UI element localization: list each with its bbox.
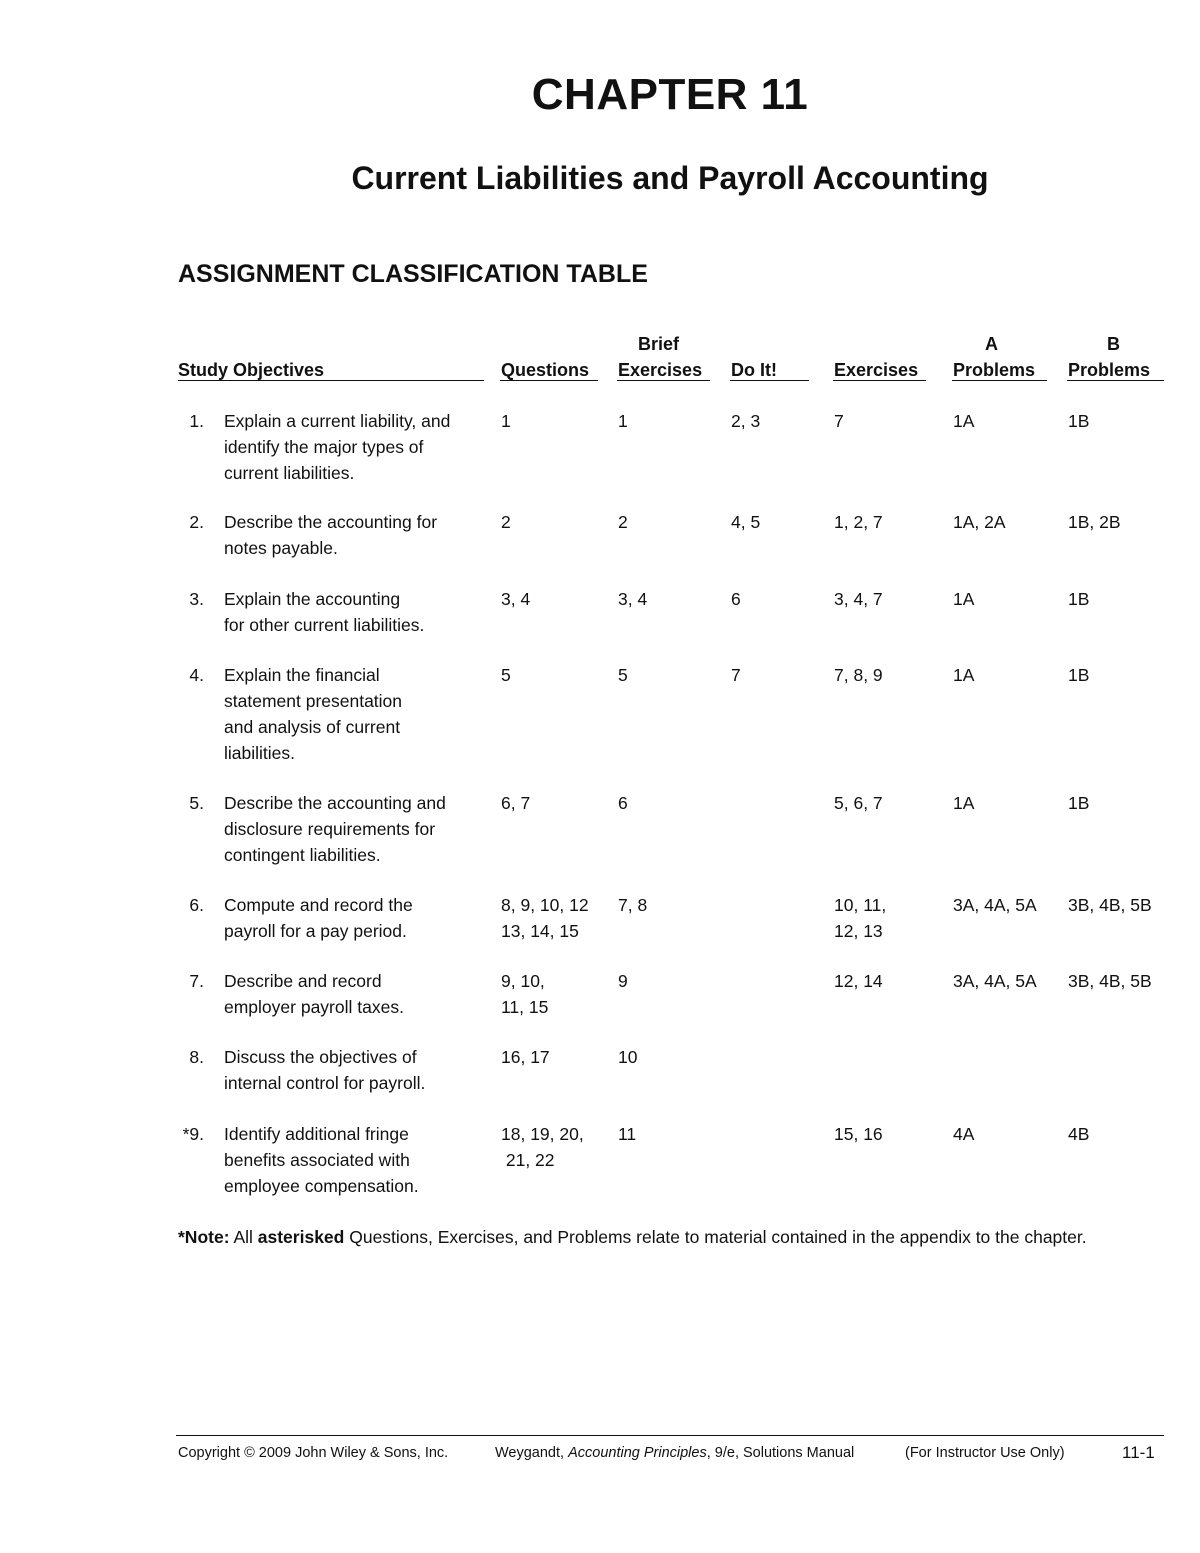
objective-number: *9. [182, 1124, 204, 1144]
cell-b-problems-line: 1B [1068, 411, 1090, 431]
cell-questions [501, 1044, 550, 1070]
underline-b-problems [1067, 380, 1164, 381]
cell-a-problems [953, 1121, 974, 1147]
cell-brief-exercises-line: 6 [618, 793, 628, 813]
cell-questions [501, 408, 511, 434]
cell-a-problems [953, 968, 1037, 994]
header-do-it: Do It! [731, 360, 777, 380]
objective-line: notes payable. [224, 538, 338, 558]
cell-do-it [731, 586, 741, 612]
objective-text [224, 509, 489, 561]
footer-copyright: Copyright © 2009 John Wiley & Sons, Inc. [178, 1445, 449, 1461]
objective-line: Describe the accounting and [224, 793, 446, 813]
footer-book-credit [495, 1445, 854, 1461]
underline-do-it [730, 380, 809, 381]
cell-a-problems-line: 3A, 4A, 5A [953, 895, 1037, 915]
objective-text [224, 790, 489, 868]
header-brief-exercises-bottom: Exercises [618, 360, 703, 380]
cell-b-problems [1068, 586, 1089, 612]
cell-exercises [834, 892, 886, 944]
cell-brief-exercises [618, 892, 647, 918]
cell-do-it [731, 408, 760, 434]
objective-line: Discuss the objectives of [224, 1047, 417, 1067]
header-exercises: Exercises [834, 360, 919, 380]
cell-questions [501, 790, 530, 816]
cell-b-problems-line: 1B [1068, 665, 1090, 685]
cell-a-problems [953, 662, 974, 688]
objective-line: disclosure requirements for [224, 819, 436, 839]
footer-edition: , 9/e, Solutions Manual [706, 1445, 855, 1461]
cell-questions [501, 1121, 584, 1173]
objective-line: employer payroll taxes. [224, 997, 404, 1017]
cell-a-problems-line: 3A, 4A, 5A [953, 971, 1037, 991]
cell-exercises [834, 586, 883, 612]
chapter-title: CHAPTER 11 [531, 70, 809, 119]
objective-text [224, 968, 489, 1020]
cell-exercises-line: 7 [834, 411, 844, 431]
objective-number: 4. [189, 665, 204, 685]
cell-a-problems [953, 892, 1037, 918]
cell-brief-exercises-line: 1 [618, 411, 628, 431]
cell-questions [501, 662, 511, 688]
cell-brief-exercises-line: 7, 8 [618, 895, 648, 915]
cell-questions-line: 8, 9, 10, 12 [501, 895, 589, 915]
cell-questions-line: 9, 10, [501, 971, 545, 991]
objective-line: Identify additional fringe [224, 1124, 409, 1144]
cell-a-problems [953, 790, 974, 816]
cell-do-it-line: 2, 3 [731, 411, 761, 431]
note-text-before: All [233, 1227, 253, 1247]
cell-questions-line: 13, 14, 15 [501, 921, 579, 941]
cell-questions-line: 3, 4 [501, 589, 531, 609]
cell-a-problems-line: 1A [953, 411, 975, 431]
underline-brief-exercises [617, 380, 710, 381]
objective-line: statement presentation [224, 691, 403, 711]
header-b-problems-top: B [1107, 334, 1120, 354]
note-text-after: Questions, Exercises, and Problems relate to material contained in the appendix to the chapter. [349, 1227, 1087, 1247]
objective-number: 3. [189, 589, 204, 609]
objective-text [224, 1121, 489, 1199]
objective-line: and analysis of current [224, 717, 401, 737]
cell-questions-line: 18, 19, 20, [501, 1124, 584, 1144]
cell-questions-line: 11, 15 [501, 997, 549, 1017]
cell-questions [501, 586, 530, 612]
cell-b-problems [1068, 790, 1089, 816]
objective-line: payroll for a pay period. [224, 921, 407, 941]
cell-do-it [731, 662, 741, 688]
footer-book-title: Accounting Principles [568, 1445, 707, 1461]
cell-brief-exercises [618, 1044, 637, 1070]
note-label: *Note: [178, 1227, 230, 1247]
cell-brief-exercises [618, 662, 628, 688]
cell-exercises [834, 790, 883, 816]
section-heading: ASSIGNMENT CLASSIFICATION TABLE [178, 260, 648, 288]
cell-exercises-line: 10, 11, [834, 895, 887, 915]
cell-brief-exercises [618, 509, 628, 535]
cell-questions-line: 5 [501, 665, 511, 685]
cell-brief-exercises-line: 3, 4 [618, 589, 648, 609]
cell-questions [501, 892, 589, 944]
cell-brief-exercises-line: 10 [618, 1047, 638, 1067]
objective-text [224, 662, 489, 766]
cell-brief-exercises-line: 5 [618, 665, 628, 685]
cell-a-problems-line: 1A [953, 793, 975, 813]
cell-exercises [834, 408, 844, 434]
objective-line: identify the major types of [224, 437, 424, 457]
cell-a-problems [953, 586, 974, 612]
cell-b-problems [1068, 1121, 1089, 1147]
footer-page-number: 11-1 [1122, 1443, 1155, 1462]
cell-do-it [731, 509, 760, 535]
cell-exercises [834, 1121, 883, 1147]
objective-line: internal control for payroll. [224, 1073, 426, 1093]
underline-questions [500, 380, 598, 381]
cell-a-problems-line: 1A [953, 665, 975, 685]
objective-number: 2. [189, 512, 204, 532]
cell-b-problems-line: 4B [1068, 1124, 1090, 1144]
cell-exercises-line: 12, 13 [834, 921, 883, 941]
objective-number: 5. [189, 793, 204, 813]
objective-number: 8. [189, 1047, 204, 1067]
objective-line: for other current liabilities. [224, 615, 425, 635]
objective-line: contingent liabilities. [224, 845, 381, 865]
appendix-note [178, 1224, 1164, 1250]
objective-number: 1. [189, 411, 204, 431]
header-study-objectives: Study Objectives [178, 360, 325, 380]
cell-exercises-line: 5, 6, 7 [834, 793, 883, 813]
cell-brief-exercises [618, 586, 647, 612]
underline-study-objectives [178, 380, 484, 381]
cell-questions-line: 2 [501, 512, 511, 532]
cell-exercises-line: 7, 8, 9 [834, 665, 883, 685]
cell-do-it-line: 7 [731, 665, 741, 685]
cell-exercises [834, 968, 883, 994]
cell-brief-exercises [618, 1121, 636, 1147]
cell-exercises-line: 12, 14 [834, 971, 883, 991]
cell-do-it-line: 4, 5 [731, 512, 761, 532]
objective-line: Describe the accounting for [224, 512, 438, 532]
footer-author: Weygandt, [495, 1445, 565, 1461]
cell-b-problems-line: 3B, 4B, 5B [1068, 895, 1152, 915]
cell-exercises-line: 3, 4, 7 [834, 589, 883, 609]
note-emphasis: asterisked [257, 1227, 345, 1247]
cell-brief-exercises [618, 408, 628, 434]
objective-number: 6. [189, 895, 204, 915]
header-a-problems-bottom: Problems [953, 360, 1036, 380]
cell-questions-line: 16, 17 [501, 1047, 550, 1067]
footer-divider [176, 1435, 1164, 1436]
cell-questions-line: 21, 22 [501, 1150, 555, 1170]
objective-line: Describe and record [224, 971, 382, 991]
cell-brief-exercises-line: 9 [618, 971, 628, 991]
cell-exercises-line: 1, 2, 7 [834, 512, 883, 532]
cell-b-problems-line: 1B [1068, 589, 1090, 609]
cell-do-it-line: 6 [731, 589, 741, 609]
objective-line: liabilities. [224, 743, 295, 763]
cell-b-problems [1068, 408, 1089, 434]
objective-text [224, 1044, 489, 1096]
objective-line: employee compensation. [224, 1176, 419, 1196]
cell-a-problems-line: 1A [953, 589, 975, 609]
cell-b-problems [1068, 892, 1152, 918]
header-a-problems-top: A [985, 334, 998, 354]
cell-exercises-line: 15, 16 [834, 1124, 883, 1144]
cell-b-problems [1068, 968, 1152, 994]
cell-a-problems-line: 1A, 2A [953, 512, 1006, 532]
objective-line: Compute and record the [224, 895, 413, 915]
cell-a-problems-line: 4A [953, 1124, 975, 1144]
cell-brief-exercises [618, 968, 628, 994]
cell-brief-exercises-line: 2 [618, 512, 628, 532]
header-questions: Questions [501, 360, 590, 380]
header-b-problems-bottom: Problems [1068, 360, 1151, 380]
cell-b-problems [1068, 509, 1121, 535]
cell-exercises [834, 509, 883, 535]
objective-number: 7. [189, 971, 204, 991]
cell-b-problems-line: 1B [1068, 793, 1090, 813]
chapter-subtitle: Current Liabilities and Payroll Accounting [351, 160, 989, 196]
underline-exercises [833, 380, 926, 381]
cell-brief-exercises-line: 11 [618, 1124, 637, 1144]
objective-line: Explain the financial [224, 665, 380, 685]
objective-line: benefits associated with [224, 1150, 410, 1170]
objective-line: current liabilities. [224, 463, 355, 483]
cell-exercises [834, 662, 883, 688]
cell-b-problems-line: 1B, 2B [1068, 512, 1121, 532]
cell-b-problems [1068, 662, 1089, 688]
cell-a-problems [953, 509, 1006, 535]
cell-brief-exercises [618, 790, 628, 816]
cell-questions-line: 1 [501, 411, 511, 431]
objective-line: Explain a current liability, and [224, 411, 451, 431]
cell-questions-line: 6, 7 [501, 793, 531, 813]
objective-line: Explain the accounting [224, 589, 401, 609]
objective-text [224, 892, 489, 944]
header-brief-exercises-top: Brief [638, 334, 680, 354]
cell-questions [501, 968, 548, 1020]
objective-text [224, 408, 489, 486]
footer-usage: (For Instructor Use Only) [905, 1445, 1065, 1461]
cell-a-problems [953, 408, 974, 434]
cell-b-problems-line: 3B, 4B, 5B [1068, 971, 1152, 991]
cell-questions [501, 509, 511, 535]
objective-text [224, 586, 489, 638]
underline-a-problems [952, 380, 1047, 381]
